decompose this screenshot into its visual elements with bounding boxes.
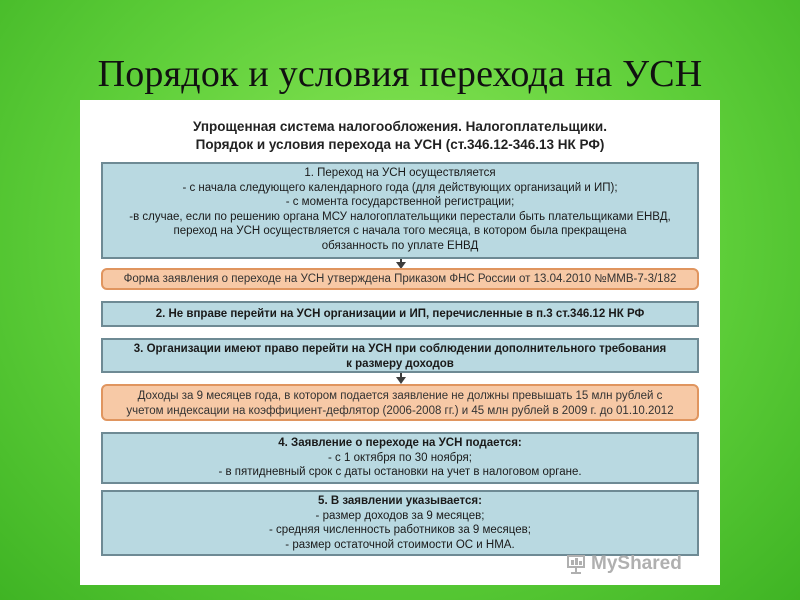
panel-header [80,118,720,154]
box-line: -в случае, если по решению органа МСУ налогоплательщики перестали быть плательщиками ЕНВД, [129,210,671,223]
box-title: 5. В заявлении указывается: [318,495,482,507]
panel-header-line-1: Упрощенная система налогообложения. Налогоплательщики. [193,119,607,134]
watermark-text: MyShared [591,553,682,574]
box-line: - в пятидневный срок с даты остановки на учет в налоговом органе. [218,466,582,478]
box-line: - с 1 октября по 30 ноября; [328,451,472,464]
box-transition-timing [101,162,699,259]
box-line: Форма заявления о переходе на УСН утверждена Приказом ФНС России от 13.04.2010 №ММВ-7-3/182 [123,273,677,285]
box-line: к размеру доходов [346,357,454,370]
watermark [565,552,682,576]
slide-title: Порядок и условия перехода на УСН [97,53,703,95]
box-title: 4. Заявление о переходе на УСН подается: [278,437,522,449]
content-panel [80,100,720,585]
box-line: - размер доходов за 9 месяцев; [315,509,485,522]
box-income-requirement [101,338,699,373]
presentation-icon [565,553,587,575]
box-line: - средняя численность работников за 9 месяцев; [269,524,531,536]
box-title: 1. Переход на УСН осуществляется [304,167,496,179]
box-line: 3. Организации имеют право перейти на УСН при соблюдении дополнительного требования [133,343,667,355]
box-line: - размер остаточной стоимости ОС и НМА. [285,538,515,551]
box-line: обязанность по уплате ЕНВД [321,239,479,252]
box-application-contents [101,490,699,556]
box-line: Доходы за 9 месяцев года, в котором подается заявление не должны превышать 15 млн рублей с [137,390,663,402]
box-application-form [101,268,699,290]
box-line: учетом индексации на коэффициент-дефлятор (2006-2008 гг.) и 45 млн рублей в 2009 г. до 01.10.2012 [126,404,674,417]
box-application-submission [101,432,699,484]
box-line: переход на УСН осуществляется с начала того месяца, в котором была прекращена [173,225,627,237]
box-income-limit [101,384,699,421]
panel-header-line-2: Порядок и условия перехода на УСН (ст.346.12-346.13 НК РФ) [195,137,605,152]
box-line: - с начала следующего календарного года (для действующих организаций и ИП); [182,181,618,194]
box-title: 2. Не вправе перейти на УСН организации и ИП, перечисленные в п.3 ст.346.12 НК РФ [155,308,645,320]
box-not-allowed [101,301,699,327]
box-line: - с момента государственной регистрации; [285,196,515,208]
arrow-down-icon [396,377,406,384]
